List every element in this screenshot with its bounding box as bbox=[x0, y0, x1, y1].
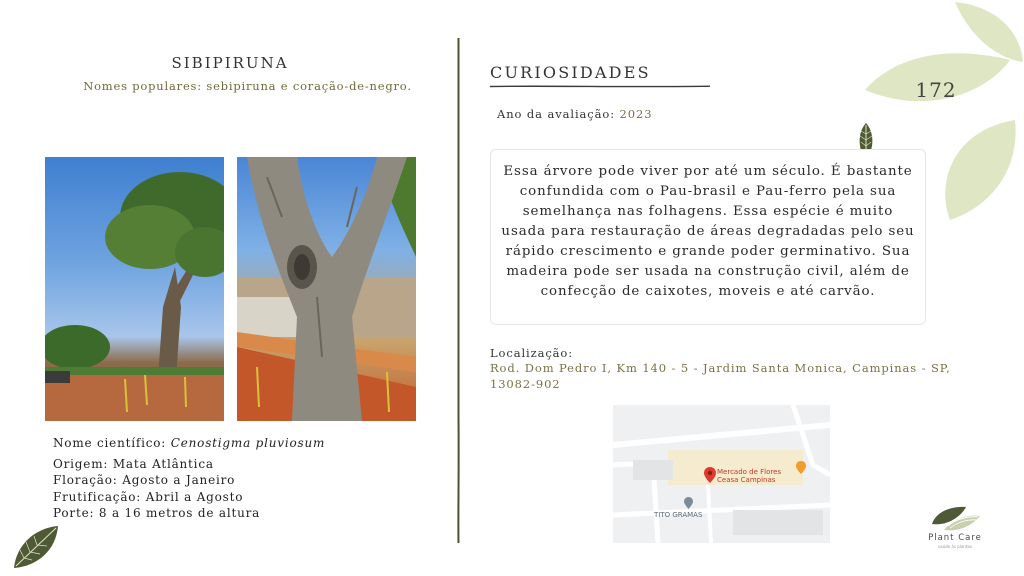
origin-line: Origem: Mata Atlântica bbox=[53, 456, 214, 471]
fruiting-line: Frutificação: Abril a Agosto bbox=[53, 489, 244, 504]
map-place-label bbox=[717, 468, 781, 484]
heading-underline bbox=[490, 85, 710, 88]
evaluation-year bbox=[497, 107, 652, 121]
species-name: SIBIPIRUNA bbox=[171, 54, 289, 72]
decorative-leaf-bottom-left bbox=[10, 524, 60, 570]
evaluation-year-label: Ano da avaliação: bbox=[497, 107, 620, 121]
page-number: 172 bbox=[915, 78, 957, 102]
plant-care-logo-icon bbox=[930, 504, 982, 532]
curiosities-text-box bbox=[490, 149, 926, 325]
scientific-name-value: Cenostigma pluviosum bbox=[170, 436, 326, 450]
popular-names: Nomes populares: sebipiruna e coração-de-negro. bbox=[83, 79, 412, 93]
brand-tagline: saúde às plantas bbox=[938, 544, 972, 549]
map-pin-icon bbox=[704, 467, 716, 483]
size-line: Porte: 8 a 16 metros de altura bbox=[53, 506, 261, 520]
map-place-line2: Ceasa Campinas bbox=[717, 476, 776, 484]
brand-name: Plant Care bbox=[928, 533, 982, 543]
location-address: Rod. Dom Pedro I, Km 140 - 5 - Jardim Santa Monica, Campinas - SP, 13082-902 bbox=[490, 361, 951, 391]
curiosities-heading: CURIOSIDADES bbox=[490, 63, 651, 82]
map-place-line1: Mercado de Flores bbox=[717, 468, 782, 476]
location-label: Localização: bbox=[490, 346, 574, 360]
evaluation-year-value: 2023 bbox=[619, 107, 653, 121]
column-divider bbox=[457, 38, 460, 543]
location-map[interactable] bbox=[613, 405, 830, 543]
scientific-name-line bbox=[53, 435, 325, 452]
flowering-line: Floração: Agosto a Janeiro bbox=[53, 473, 236, 487]
map-secondary-label: TITO GRAMAS bbox=[654, 511, 703, 519]
curiosities-text: Essa árvore pode viver por até um século. É bastante confundida com o Pau-brasil e Pau-ferro pela sua semelhança nas folhagens. Essa espécie é muito usada para restauração de áreas degradadas pelo seu rápido crescimento e grande poder germinativo. Sua madeira pode ser usada na construção civil, além de confecção de caixotes, moveis e até carvão. bbox=[501, 164, 915, 299]
food-marker-icon bbox=[796, 461, 806, 474]
scientific-name-label: Nome científico: bbox=[53, 436, 171, 450]
species-details bbox=[53, 435, 325, 522]
secondary-pin-icon bbox=[684, 497, 693, 509]
tree-photo-trunk bbox=[237, 157, 416, 421]
tree-photo-canopy bbox=[45, 157, 224, 421]
